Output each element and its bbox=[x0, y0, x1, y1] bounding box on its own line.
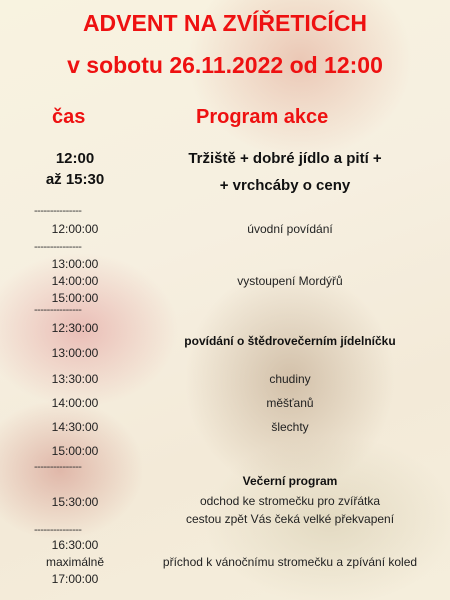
intro-time-from: 12:00 bbox=[55, 150, 95, 167]
intro-time-to: až 15:30 bbox=[45, 171, 105, 188]
time-cell: maximálně bbox=[45, 555, 105, 569]
column-header-time: čas bbox=[52, 106, 86, 128]
time-cell: 14:30:00 bbox=[51, 420, 99, 434]
time-cell: 13:00:00 bbox=[51, 257, 99, 271]
time-cell: 15:00:00 bbox=[51, 291, 99, 305]
event-date: v sobotu 26.11.2022 od 12:00 bbox=[67, 52, 383, 78]
intro-line-1: Tržiště + dobré jídlo a pití + bbox=[188, 150, 382, 167]
separator: --------------- bbox=[34, 241, 82, 253]
time-cell: 12:00:00 bbox=[51, 222, 99, 236]
program-cell: příchod k vánočnímu stromečku a zpívání koled bbox=[162, 555, 418, 569]
program-cell: úvodní povídání bbox=[247, 222, 333, 236]
time-cell: 15:00:00 bbox=[51, 444, 99, 458]
time-cell: 17:00:00 bbox=[51, 572, 99, 586]
separator: --------------- bbox=[34, 205, 82, 217]
time-cell: 13:30:00 bbox=[51, 372, 99, 386]
program-cell-bold: Večerní program bbox=[242, 474, 338, 488]
program-cell: chudiny bbox=[269, 372, 311, 386]
page-title: ADVENT NA ZVÍŘETICÍCH bbox=[82, 10, 368, 36]
intro-line-2: + vrchcáby o ceny bbox=[219, 177, 351, 194]
time-cell: 13:00:00 bbox=[51, 346, 99, 360]
separator: --------------- bbox=[34, 461, 82, 473]
program-cell: šlechty bbox=[271, 420, 309, 434]
separator: --------------- bbox=[34, 524, 82, 536]
program-cell: měšťanů bbox=[266, 396, 314, 410]
time-cell: 14:00:00 bbox=[51, 396, 99, 410]
column-header-program: Program akce bbox=[196, 106, 329, 128]
time-cell: 12:30:00 bbox=[51, 321, 99, 335]
separator: --------------- bbox=[34, 304, 82, 316]
program-cell: odchod ke stromečku pro zvířátka bbox=[199, 494, 381, 508]
program-cell: cestou zpět Vás čeká velké překvapení bbox=[185, 512, 395, 526]
time-cell: 15:30:00 bbox=[51, 495, 99, 509]
program-cell: vystoupení Mordýřů bbox=[237, 274, 343, 288]
time-cell: 14:00:00 bbox=[51, 274, 99, 288]
time-cell: 16:30:00 bbox=[51, 538, 99, 552]
program-cell-bold: povídání o štědrovečerním jídelníčku bbox=[184, 334, 396, 348]
